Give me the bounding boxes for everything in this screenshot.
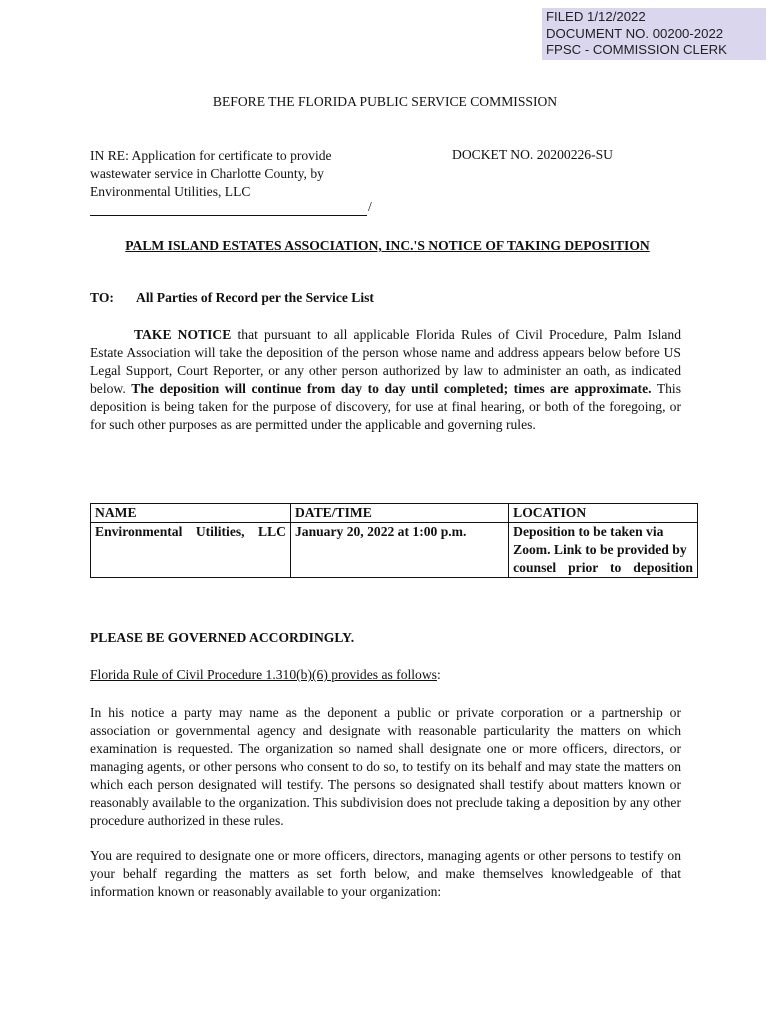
header-location: LOCATION bbox=[509, 504, 698, 523]
stamp-clerk: FPSC - COMMISSION CLERK bbox=[546, 42, 727, 57]
notice-text-1: that pursuant to all applicable Florida Rules of Civil Procedure, Palm Island Estate Association will take the deposition of the person whose name and address appears below before US Legal Support, Court Reporter, or any other person authorized by law to administer an oath, as indicated below. bbox=[90, 327, 682, 396]
notice-bold-text: The deposition will continue from day to day until completed; times are approximate. bbox=[131, 381, 652, 396]
stamp-document-number: DOCUMENT NO. 00200-2022 bbox=[546, 25, 724, 41]
filing-stamp bbox=[542, 8, 766, 60]
to-value: All Parties of Record per the Service List bbox=[136, 290, 374, 305]
table-row bbox=[91, 523, 698, 578]
rule-text-paragraph: In his notice a party may name as the deponent a public or private corporation or a partnership or association or governmental agency and designate with reasonable particularity the matters on which examination is requested. The organization so named shall designate one or more officers, directors, or managing agents, or other persons who consent to do so, to testify on its behalf and may state the matters on which each person designated will testify. The persons so designated shall testify about matters known or reasonably available to the organization. This subdivision does not preclude taking a deposition by any other procedure authorized in these rules. bbox=[90, 705, 681, 828]
docket-number: DOCKET NO. 20200226-SU bbox=[452, 147, 613, 162]
take-notice-lead: TAKE NOTICE bbox=[134, 327, 232, 342]
cell-datetime: January 20, 2022 at 1:00 p.m. bbox=[290, 523, 508, 578]
rule-reference-text: Florida Rule of Civil Procedure 1.310(b)(6) provides as follows bbox=[90, 667, 437, 682]
rule-reference bbox=[90, 667, 441, 683]
rule-reference-colon: : bbox=[436, 667, 441, 682]
commission-heading: BEFORE THE FLORIDA PUBLIC SERVICE COMMISSION bbox=[212, 94, 558, 109]
to-line bbox=[90, 290, 374, 306]
deposition-table bbox=[90, 503, 698, 578]
stamp-filed: FILED 1/12/2022 bbox=[546, 9, 646, 24]
cell-name: Environmental Utilities, LLC bbox=[91, 523, 291, 578]
notice-paragraph bbox=[90, 326, 681, 434]
notice-title: PALM ISLAND ESTATES ASSOCIATION, INC.'S NOTICE OF TAKING DEPOSITION bbox=[125, 238, 650, 253]
required-paragraph: You are required to designate one or more officers, directors, managing agents or other persons to testify on your behalf regarding the matters as set forth below, and make themselves knowledgeable of that information known or reasonably available to your organization: bbox=[90, 848, 681, 899]
table-header-row bbox=[91, 504, 698, 523]
notice-text-2: This deposition is being taken for the purpose of discovery, for use at final hearing, or both of the foregoing, or for such other purposes as are permitted under the applicable and governing rules. bbox=[90, 381, 681, 432]
governed-statement: PLEASE BE GOVERNED ACCORDINGLY. bbox=[90, 630, 355, 645]
caption-rule-line bbox=[90, 197, 367, 216]
cell-location: Deposition to be taken via Zoom. Link to be provided by counsel prior to deposition bbox=[509, 523, 698, 578]
to-label: TO: bbox=[90, 290, 114, 305]
in-re-caption: IN RE: Application for certificate to provide wastewater service in Charlotte County, by Environmental Utilities, LLC bbox=[90, 148, 332, 199]
caption-slash: / bbox=[368, 199, 372, 214]
header-datetime: DATE/TIME bbox=[290, 504, 508, 523]
header-name: NAME bbox=[91, 504, 291, 523]
